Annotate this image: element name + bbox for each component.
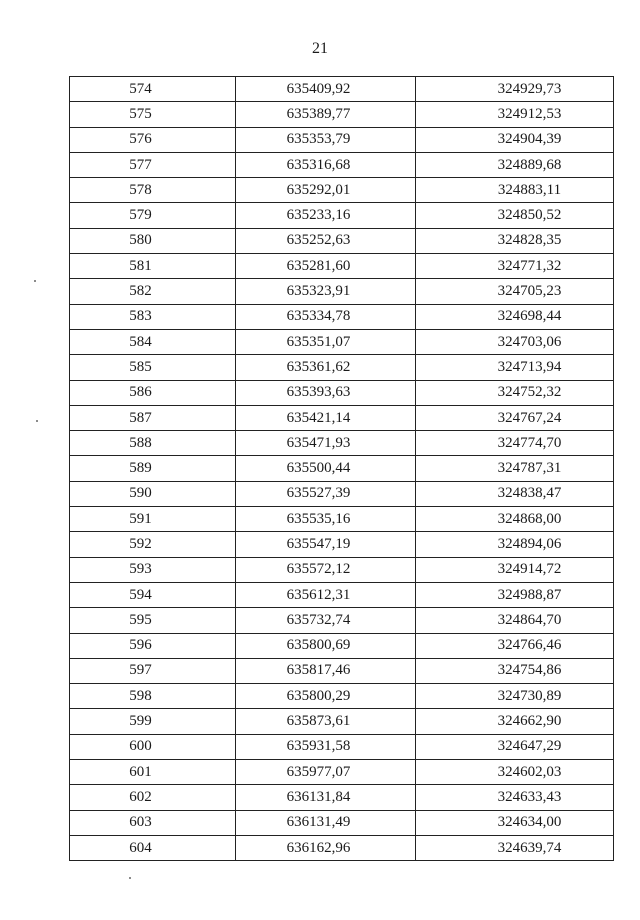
point-number-cell: 581 <box>70 254 236 279</box>
point-number-cell: 603 <box>70 810 236 835</box>
point-number-cell: 577 <box>70 152 236 177</box>
x-coordinate-cell: 635292,01 <box>236 178 416 203</box>
x-coordinate-cell: 635393,63 <box>236 380 416 405</box>
table-row <box>70 102 614 127</box>
x-coordinate-cell: 635281,60 <box>236 254 416 279</box>
point-number-cell: 602 <box>70 785 236 810</box>
point-number-cell: 598 <box>70 684 236 709</box>
y-coordinate-cell: 324754,86 <box>416 658 614 683</box>
table-row <box>70 557 614 582</box>
x-coordinate-cell: 635323,91 <box>236 279 416 304</box>
point-number-cell: 578 <box>70 178 236 203</box>
y-coordinate-cell: 324730,89 <box>416 684 614 709</box>
x-coordinate-cell: 635334,78 <box>236 304 416 329</box>
x-coordinate-cell: 635500,44 <box>236 456 416 481</box>
table-row <box>70 481 614 506</box>
x-coordinate-cell: 635471,93 <box>236 431 416 456</box>
y-coordinate-cell: 324838,47 <box>416 481 614 506</box>
y-coordinate-cell: 324633,43 <box>416 785 614 810</box>
table-row <box>70 532 614 557</box>
y-coordinate-cell: 324602,03 <box>416 760 614 785</box>
x-coordinate-cell: 635409,92 <box>236 77 416 102</box>
point-number-cell: 596 <box>70 633 236 658</box>
x-coordinate-cell: 636162,96 <box>236 835 416 860</box>
table-row <box>70 127 614 152</box>
y-coordinate-cell: 324868,00 <box>416 507 614 532</box>
y-coordinate-cell: 324713,94 <box>416 355 614 380</box>
table-row <box>70 431 614 456</box>
table-row <box>70 279 614 304</box>
x-coordinate-cell: 635316,68 <box>236 152 416 177</box>
x-coordinate-cell: 635233,16 <box>236 203 416 228</box>
y-coordinate-cell: 324639,74 <box>416 835 614 860</box>
x-coordinate-cell: 635873,61 <box>236 709 416 734</box>
table-row <box>70 734 614 759</box>
table-row <box>70 658 614 683</box>
table-row <box>70 760 614 785</box>
y-coordinate-cell: 324787,31 <box>416 456 614 481</box>
point-number-cell: 599 <box>70 709 236 734</box>
point-number-cell: 584 <box>70 329 236 354</box>
y-coordinate-cell: 324828,35 <box>416 228 614 253</box>
y-coordinate-cell: 324988,87 <box>416 582 614 607</box>
y-coordinate-cell: 324914,72 <box>416 557 614 582</box>
y-coordinate-cell: 324705,23 <box>416 279 614 304</box>
table-row <box>70 608 614 633</box>
point-number-cell: 594 <box>70 582 236 607</box>
y-coordinate-cell: 324929,73 <box>416 77 614 102</box>
x-coordinate-cell: 635977,07 <box>236 760 416 785</box>
point-number-cell: 579 <box>70 203 236 228</box>
table-row <box>70 254 614 279</box>
x-coordinate-cell: 635572,12 <box>236 557 416 582</box>
y-coordinate-cell: 324698,44 <box>416 304 614 329</box>
table-row <box>70 77 614 102</box>
point-number-cell: 585 <box>70 355 236 380</box>
x-coordinate-cell: 635800,69 <box>236 633 416 658</box>
point-number-cell: 601 <box>70 760 236 785</box>
point-number-cell: 591 <box>70 507 236 532</box>
x-coordinate-cell: 635547,19 <box>236 532 416 557</box>
x-coordinate-cell: 635421,14 <box>236 405 416 430</box>
y-coordinate-cell: 324662,90 <box>416 709 614 734</box>
table-row <box>70 355 614 380</box>
y-coordinate-cell: 324912,53 <box>416 102 614 127</box>
table-row <box>70 785 614 810</box>
table-row <box>70 152 614 177</box>
point-number-cell: 586 <box>70 380 236 405</box>
point-number-cell: 589 <box>70 456 236 481</box>
y-coordinate-cell: 324752,32 <box>416 380 614 405</box>
y-coordinate-cell: 324774,70 <box>416 431 614 456</box>
table-row <box>70 329 614 354</box>
table-row <box>70 810 614 835</box>
x-coordinate-cell: 636131,84 <box>236 785 416 810</box>
coordinates-table <box>69 76 614 861</box>
y-coordinate-cell: 324889,68 <box>416 152 614 177</box>
point-number-cell: 592 <box>70 532 236 557</box>
x-coordinate-cell: 635931,58 <box>236 734 416 759</box>
table-row <box>70 380 614 405</box>
table-row <box>70 507 614 532</box>
x-coordinate-cell: 635389,77 <box>236 102 416 127</box>
point-number-cell: 583 <box>70 304 236 329</box>
y-coordinate-cell: 324771,32 <box>416 254 614 279</box>
x-coordinate-cell: 635800,29 <box>236 684 416 709</box>
scan-speck <box>34 280 36 282</box>
table-row <box>70 456 614 481</box>
point-number-cell: 595 <box>70 608 236 633</box>
point-number-cell: 604 <box>70 835 236 860</box>
table-row <box>70 228 614 253</box>
y-coordinate-cell: 324864,70 <box>416 608 614 633</box>
table-row <box>70 405 614 430</box>
y-coordinate-cell: 324647,29 <box>416 734 614 759</box>
point-number-cell: 580 <box>70 228 236 253</box>
table-row <box>70 304 614 329</box>
x-coordinate-cell: 635535,16 <box>236 507 416 532</box>
y-coordinate-cell: 324634,00 <box>416 810 614 835</box>
point-number-cell: 597 <box>70 658 236 683</box>
point-number-cell: 575 <box>70 102 236 127</box>
x-coordinate-cell: 635353,79 <box>236 127 416 152</box>
table-row <box>70 178 614 203</box>
table-row <box>70 582 614 607</box>
x-coordinate-cell: 635817,46 <box>236 658 416 683</box>
scan-speck <box>36 420 38 422</box>
x-coordinate-cell: 635612,31 <box>236 582 416 607</box>
x-coordinate-cell: 635732,74 <box>236 608 416 633</box>
table-row <box>70 633 614 658</box>
point-number-cell: 582 <box>70 279 236 304</box>
point-number-cell: 590 <box>70 481 236 506</box>
point-number-cell: 587 <box>70 405 236 430</box>
table-row <box>70 835 614 860</box>
table-row <box>70 684 614 709</box>
x-coordinate-cell: 635361,62 <box>236 355 416 380</box>
scan-speck <box>129 877 131 879</box>
table-body <box>70 77 614 861</box>
point-number-cell: 600 <box>70 734 236 759</box>
x-coordinate-cell: 635527,39 <box>236 481 416 506</box>
page-number: 21 <box>312 40 328 57</box>
y-coordinate-cell: 324894,06 <box>416 532 614 557</box>
point-number-cell: 576 <box>70 127 236 152</box>
x-coordinate-cell: 636131,49 <box>236 810 416 835</box>
table-row <box>70 709 614 734</box>
y-coordinate-cell: 324767,24 <box>416 405 614 430</box>
y-coordinate-cell: 324766,46 <box>416 633 614 658</box>
point-number-cell: 593 <box>70 557 236 582</box>
point-number-cell: 574 <box>70 77 236 102</box>
x-coordinate-cell: 635252,63 <box>236 228 416 253</box>
y-coordinate-cell: 324904,39 <box>416 127 614 152</box>
y-coordinate-cell: 324703,06 <box>416 329 614 354</box>
x-coordinate-cell: 635351,07 <box>236 329 416 354</box>
table-row <box>70 203 614 228</box>
y-coordinate-cell: 324883,11 <box>416 178 614 203</box>
point-number-cell: 588 <box>70 431 236 456</box>
y-coordinate-cell: 324850,52 <box>416 203 614 228</box>
